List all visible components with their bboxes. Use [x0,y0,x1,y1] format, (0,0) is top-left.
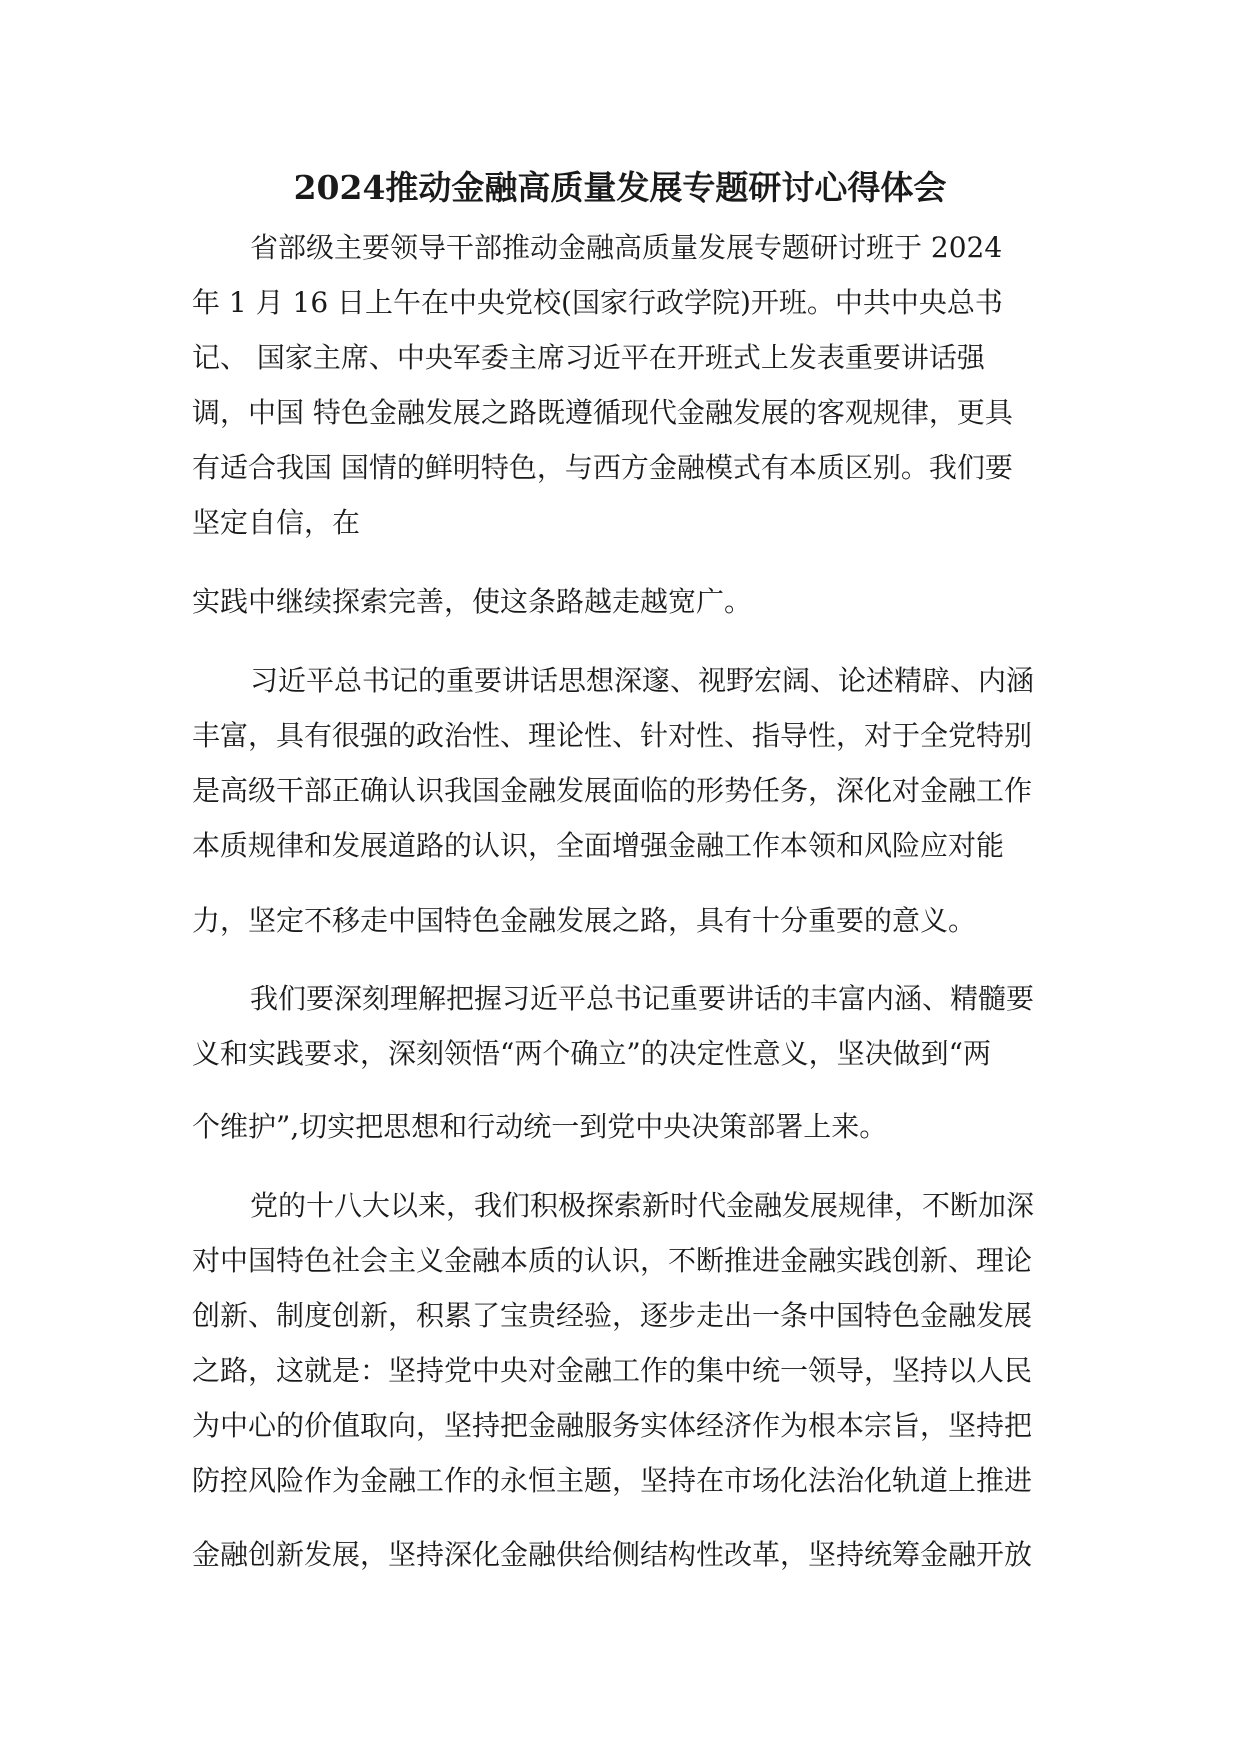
body-line: 个维护”,切实把思想和行动统一到党中央决策部署上来。 [192,1110,888,1143]
body-line: 实践中继续探索完善，使这条路越走越宽广。 [192,585,753,618]
body-line: 创新、制度创新，积累了宝贵经验，逐步走出一条中国特色金融发展 [192,1299,1033,1332]
body-line: 之路，这就是：坚持党中央对金融工作的集中统一领导，坚持以人民 [192,1354,1033,1387]
body-line: 党的十八大以来，我们积极探索新时代金融发展规律，不断加深 [250,1189,1035,1222]
document-title: 2024推动金融高质量发展专题研讨心得体会 [293,168,947,207]
body-line: 为中心的价值取向，坚持把金融服务实体经济作为根本宗旨，坚持把 [192,1409,1033,1442]
body-line: 本质规律和发展道路的认识，全面增强金融工作本领和风险应对能 [192,829,1005,862]
body-line: 防控风险作为金融工作的永恒主题，坚持在市场化法治化轨道上推进 [192,1464,1033,1497]
body-line: 对中国特色社会主义金融本质的认识，不断推进金融实践创新、理论 [192,1244,1033,1277]
body-line: 坚定自信，在 [192,506,361,539]
body-line: 记、 国家主席、中央军委主席习近平在开班式上发表重要讲话强 [192,341,985,374]
body-line: 力，坚定不移走中国特色金融发展之路，具有十分重要的意义。 [192,904,977,937]
body-line: 是高级干部正确认识我国金融发展面临的形势任务，深化对金融工作 [192,774,1033,807]
body-line: 义和实践要求，深刻领悟“两个确立”的决定性意义，坚决做到“两 [192,1037,991,1070]
body-line: 调，中国 特色金融发展之路既遵循现代金融发展的客观规律，更具 [192,396,1013,429]
body-line: 丰富，具有很强的政治性、理论性、针对性、指导性，对于全党特别 [192,719,1033,752]
body-line: 有适合我国 国情的鲜明特色，与西方金融模式有本质区别。我们要 [192,451,1013,484]
body-line: 金融创新发展，坚持深化金融供给侧结构性改革，坚持统筹金融开放 [192,1538,1033,1571]
body-line: 省部级主要领导干部推动金融高质量发展专题研讨班于 2024 [250,231,1003,264]
body-line: 习近平总书记的重要讲话思想深邃、视野宏阔、论述精辟、内涵 [250,664,1035,697]
body-line: 我们要深刻理解把握习近平总书记重要讲话的丰富内涵、精髓要 [250,982,1035,1015]
body-line: 年 1 月 16 日上午在中央党校(国家行政学院)开班。中共中央总书 [192,286,1003,319]
